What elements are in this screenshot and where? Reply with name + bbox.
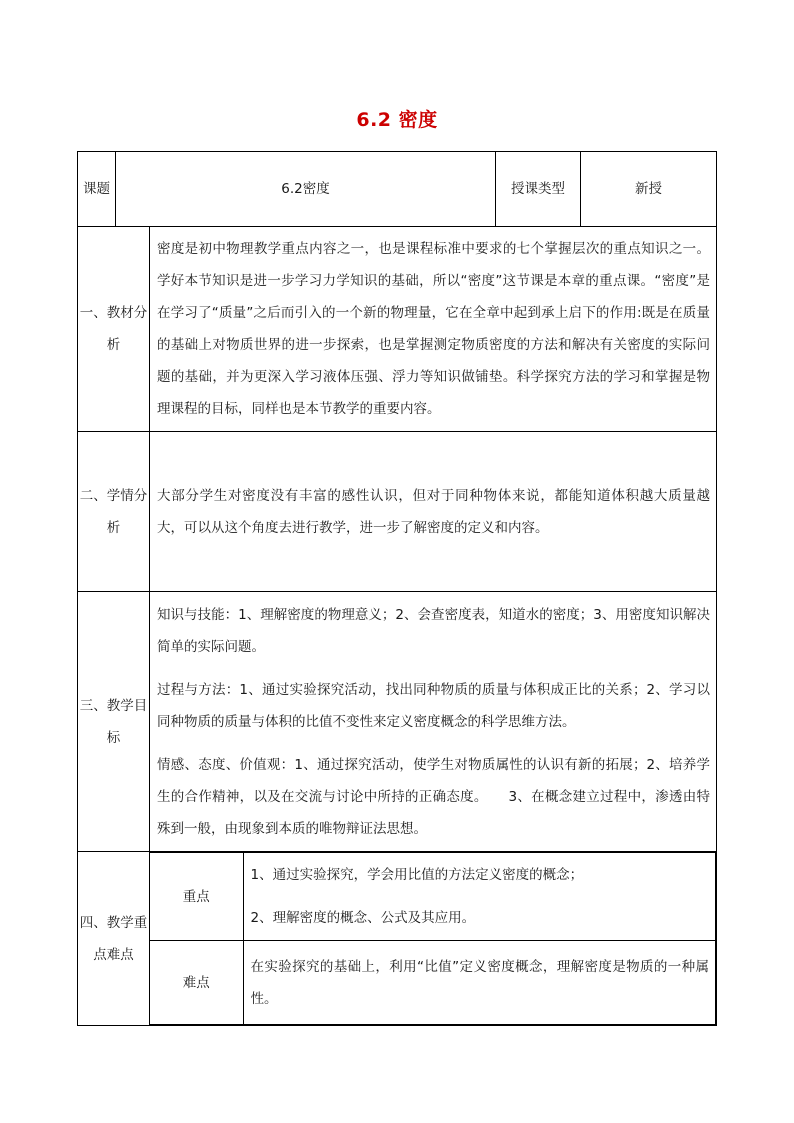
material-analysis-text: 密度是初中物理教学重点内容之一，也是课程标准中要求的七个掌握层次的重点知识之一。学好本节知识是进一步学习力学知识的基础，所以“密度”这节课是本章的重点课。“密度”是在学习了“质量”之后而引入的一个新的物理量，它在全章中起到承上启下的作用:既是在质量的基础上对物质世界的进一步探索，也是掌握测定物质密度的方法和解决有关密度的实际问题的基础，并为更深入学习液体压强、浮力等知识做铺垫。科学探究方法的学习和掌握是物理课程的目标，同样也是本节教学的重要内容。 — [157, 241, 711, 417]
material-analysis-label: 一、教材分析 — [79, 305, 148, 353]
student-analysis-text: 大部分学生对密度没有丰富的感性认识，但对于同种物体来说，都能知道体积越大质量越大，可以从这个角度去进行教学，进一步了解密度的定义和内容。 — [157, 487, 711, 536]
objective-knowledge-skills: 知识与技能：1、理解密度的物理意义；2、会查密度表，知道水的密度；3、用密度知识解决简单的实际问题。 — [157, 606, 711, 655]
objectives-row — [78, 592, 717, 852]
difficulty-row — [150, 941, 716, 1025]
material-content-cell — [150, 227, 717, 432]
page-title: 6.2 密度 — [356, 109, 438, 131]
header-row — [78, 152, 717, 227]
focus-label-cell — [150, 853, 243, 941]
keypoints-content-cell — [150, 852, 717, 1026]
lesson-type-label: 授课类型 — [511, 181, 566, 197]
lesson-plan-table — [77, 151, 717, 1026]
lesson-type-value: 新授 — [635, 181, 663, 197]
material-label-cell — [78, 227, 150, 432]
type-label-cell — [496, 152, 581, 227]
students-row — [78, 432, 717, 592]
focus-point-2: 2、理解密度的概念、公式及其应用。 — [250, 910, 476, 926]
students-content-cell — [150, 432, 717, 592]
topic-value: 6.2密度 — [281, 181, 330, 197]
objective-attitudes-values: 情感、态度、价值观：1、通过探究活动，使学生对物质属性的认识有新的拓展；2、培养学生的合作精神，以及在交流与讨论中所持的正确态度。 3、在概念建立过程中，渗透由特殊到一般，由现象到本质的唯物辩证法思想。 — [157, 756, 711, 837]
difficulty-label-cell — [150, 941, 243, 1025]
difficulty-label: 难点 — [182, 974, 210, 991]
focus-row — [150, 853, 716, 941]
material-row — [78, 227, 717, 432]
key-difficult-points-label: 四、教学重点难点 — [79, 914, 148, 963]
focus-content-cell — [243, 853, 716, 941]
keypoints-row — [78, 852, 717, 1026]
focus-point-1: 1、通过实验探究，学会用比值的方法定义密度的概念； — [250, 867, 584, 883]
objective-process-methods: 过程与方法：1、通过实验探究活动，找出同种物质的质量与体积成正比的关系；2、学习以同种物质的质量与体积的比值不变性来定义密度概念的科学思维方法。 — [157, 681, 711, 730]
student-analysis-label: 二、学情分析 — [79, 487, 148, 536]
keypoints-inner-table — [150, 852, 716, 1025]
type-value-cell — [581, 152, 717, 227]
difficulty-text: 在实验探究的基础上，利用“比值”定义密度概念，理解密度是物质的一种属性。 — [250, 958, 710, 1007]
keypoints-label-cell — [78, 852, 150, 1026]
students-label-cell — [78, 432, 150, 592]
difficulty-content-cell — [243, 941, 716, 1025]
topic-value-cell — [116, 152, 496, 227]
topic-label: 课题 — [83, 181, 110, 197]
focus-label: 重点 — [182, 888, 210, 905]
topic-label-cell — [78, 152, 116, 227]
teaching-objectives-label: 三、教学目标 — [79, 697, 148, 746]
objectives-label-cell — [78, 592, 150, 852]
objectives-content-cell — [150, 592, 717, 852]
